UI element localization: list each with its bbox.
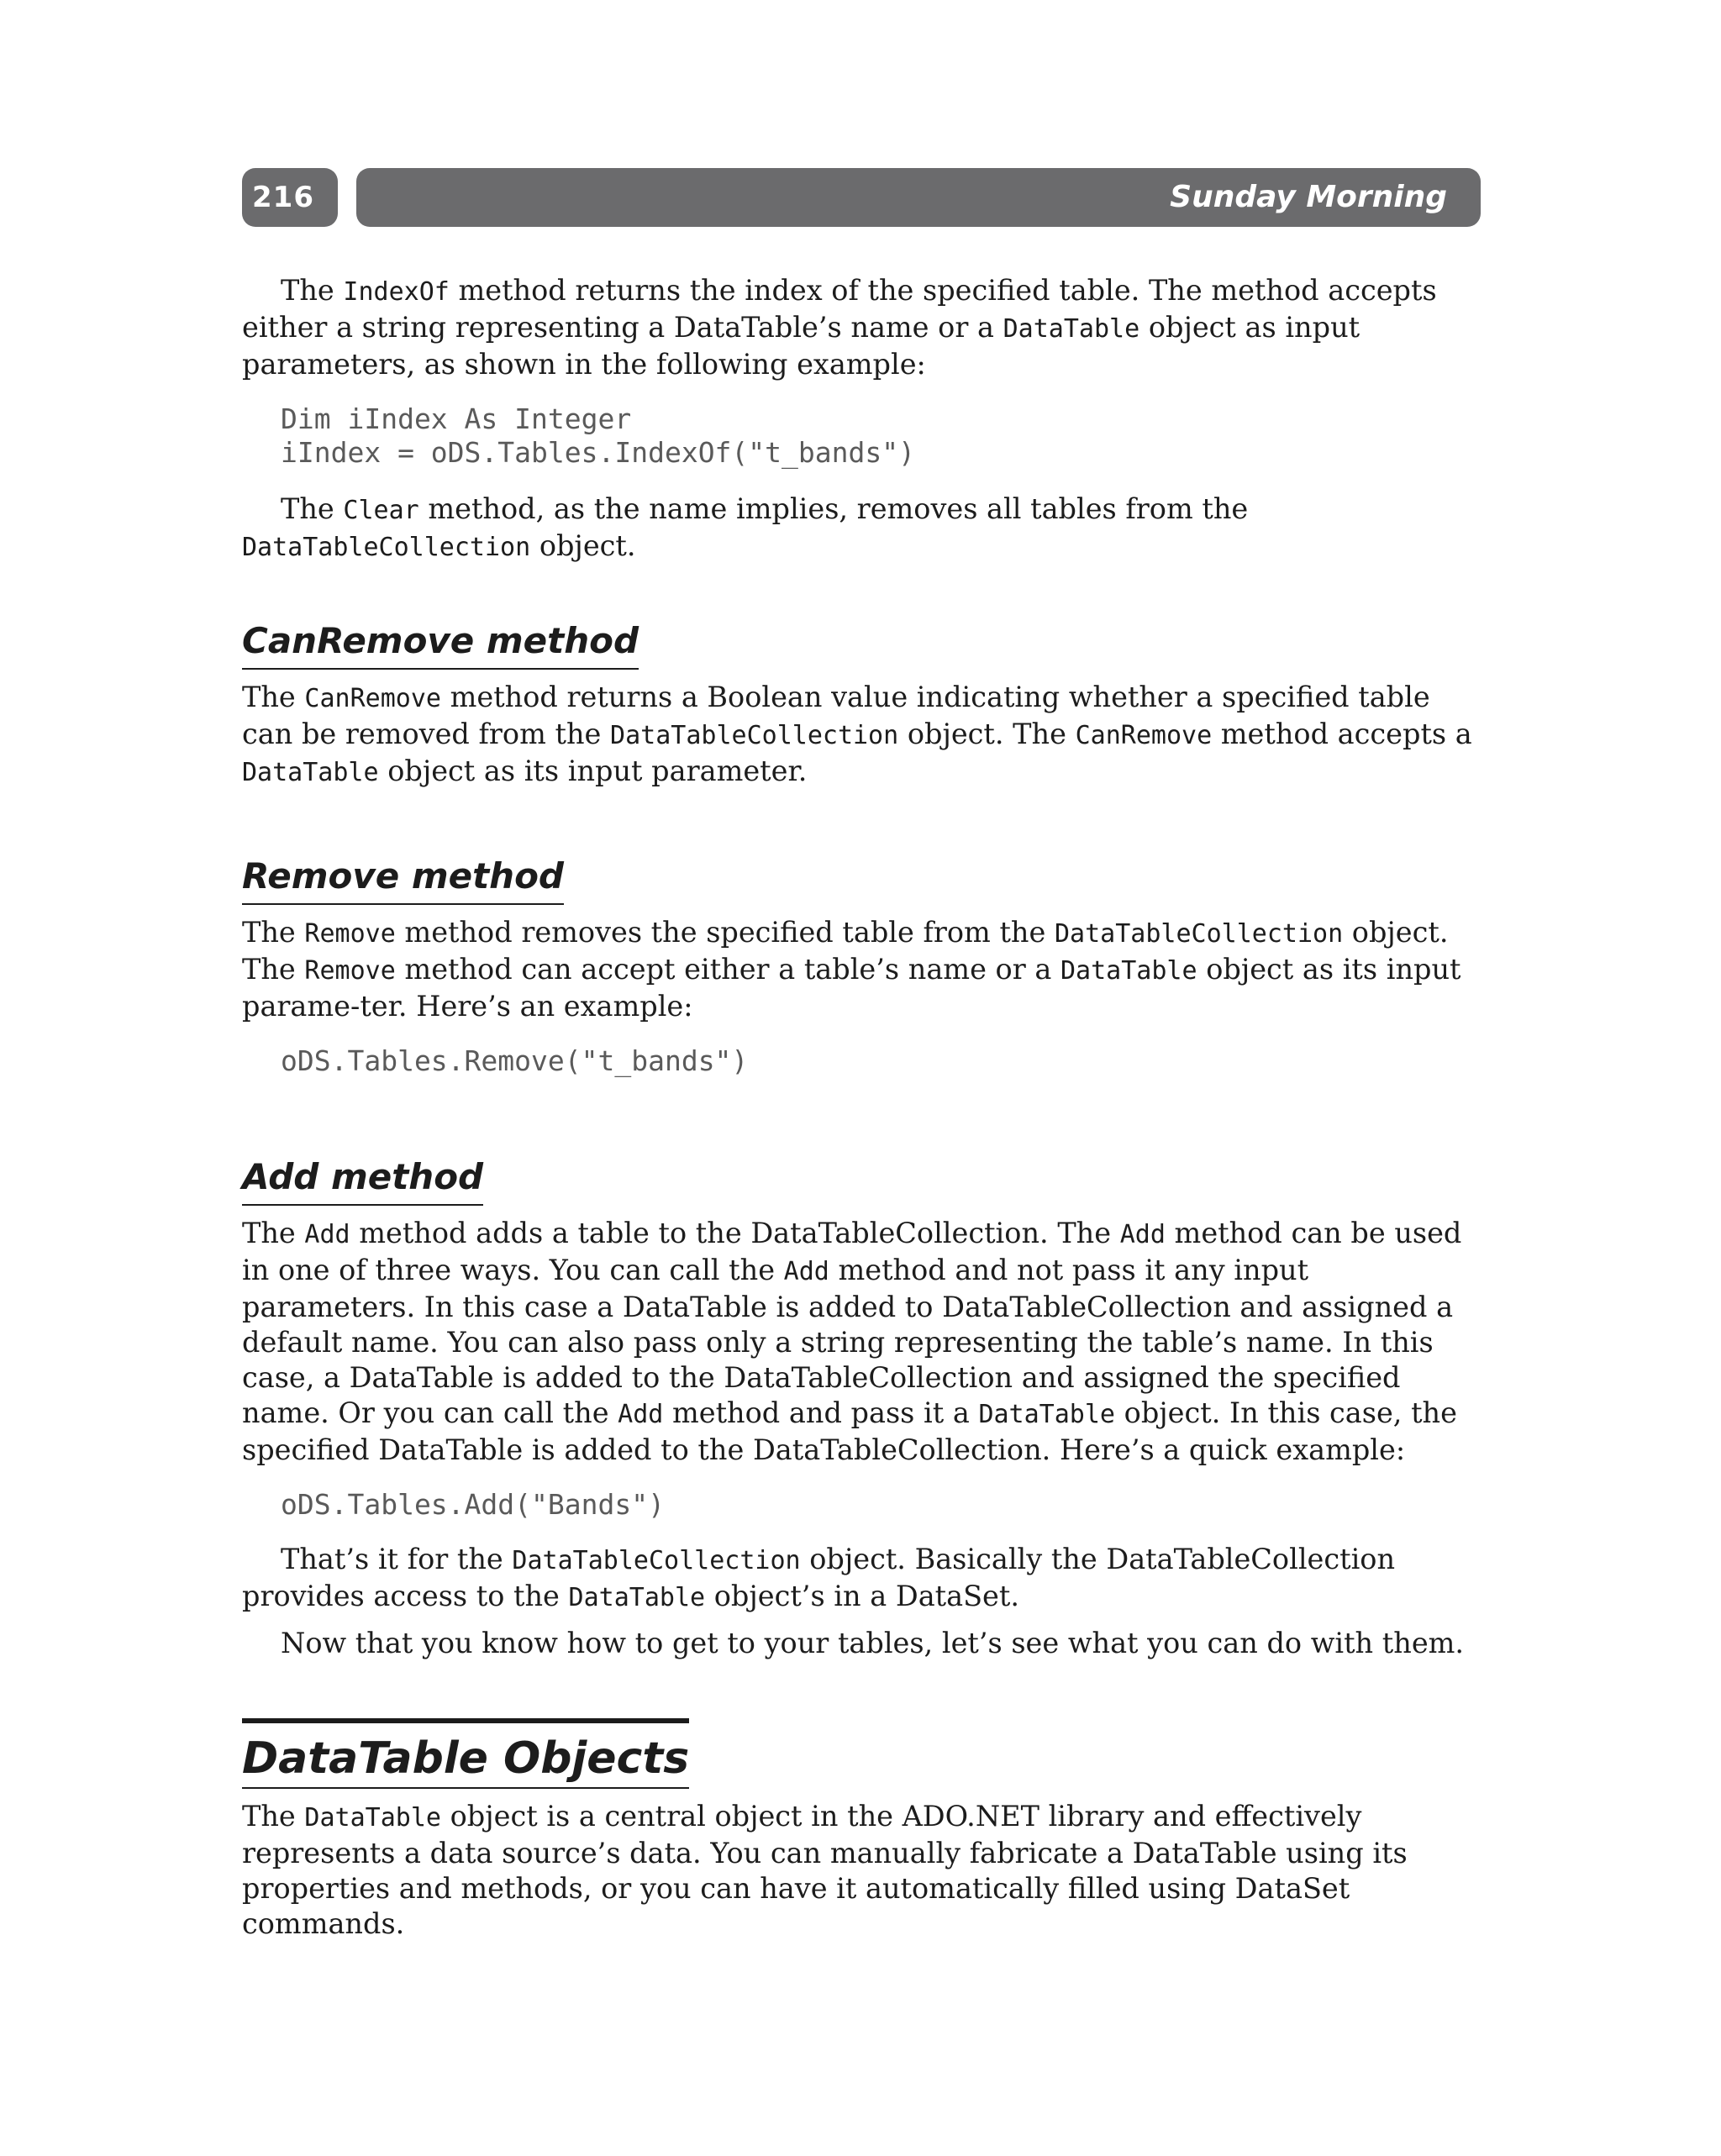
running-head: Sunday Morning — [356, 168, 1481, 227]
heading-datatable-objects: DataTable Objects — [242, 1718, 689, 1789]
code-term: DataTable — [568, 1583, 706, 1612]
heading-add-method: Add method — [242, 1154, 483, 1206]
paragraph-canremove: The CanRemove method returns a Boolean value indicating whether a specified table can be removed from the DataTableCollection object. The CanRemove method accepts a DataTable object as its input parameter. — [242, 681, 1472, 787]
paragraph-datatablecollection-summary: That’s it for the DataTableCollection object. Basically the DataTableCollection provides access to the DataTable object’s in a DataSet. — [242, 1543, 1396, 1612]
paragraph-clear: The Clear method, as the name implies, removes all tables from the DataTableCollection object. — [242, 492, 1249, 562]
code-example-remove: oDS.Tables.Remove("t_bands") — [281, 1044, 749, 1077]
paragraph-remove: The Remove method removes the specified table from the DataTableCollection object. The Remove method can accept either a table’s name or a DataTable object as its input parame-ter. Here’s an example: — [242, 916, 1461, 1023]
code-term: Remove — [304, 919, 396, 949]
code-example-add: oDS.Tables.Add("Bands") — [281, 1488, 665, 1521]
paragraph-add: The Add method adds a table to the DataTableCollection. The Add method can be used in one of three ways. You can call the Add method and not pass it any input parameters. In this case a DataTable is added to DataTableCollection and assigned a default name. You can also pass only a string representing the table’s name. In this case, a DataTable is added to the DataTableCollection and assigned the specified name. Or you can call the Add method and pass it a DataTable object. In this case, the specified DataTable is added to the DataTableCollection. Here’s a quick example: — [242, 1217, 1462, 1466]
code-term: DataTableCollection — [610, 721, 899, 750]
heading-remove-method: Remove method — [242, 853, 564, 905]
paragraph-indexof: The IndexOf method returns the index of the specified table. The method accepts either a string representing a DataTable’s name or a DataTable object as input parameters, as shown in the following example: — [242, 274, 1437, 381]
code-term: CanRemove — [304, 684, 441, 713]
code-term: IndexOf — [343, 277, 450, 307]
code-term: DataTableCollection — [242, 533, 531, 562]
page-number: 216 — [242, 168, 338, 227]
code-term: Clear — [343, 496, 419, 525]
code-term: Add — [618, 1400, 664, 1429]
heading-canremove-method: CanRemove method — [242, 618, 639, 670]
code-term: Add — [783, 1257, 829, 1286]
code-example-indexof: Dim iIndex As Integer iIndex = oDS.Tables.IndexOf("t_bands") — [281, 402, 915, 469]
code-term: Remove — [304, 956, 396, 986]
code-term: Add — [304, 1220, 350, 1249]
code-term: DataTable — [304, 1803, 441, 1833]
paragraph-datatable: The DataTable object is a central object in the ADO.NET library and effectively represents a data source’s data. You can manually fabricate a DataTable using its properties and methods, or you can have it automatically filled using DataSet commands. — [242, 1800, 1408, 1940]
page-header — [242, 168, 1481, 227]
page-content — [242, 273, 1481, 1942]
code-term: DataTableCollection — [512, 1546, 801, 1575]
code-term: DataTable — [978, 1400, 1115, 1429]
code-term: DataTable — [1060, 956, 1197, 986]
code-term: CanRemove — [1075, 721, 1213, 750]
code-term: DataTable — [1003, 314, 1140, 344]
code-term: DataTableCollection — [1054, 919, 1344, 949]
code-term: DataTable — [242, 758, 379, 787]
paragraph-transition: Now that you know how to get to your tables, let’s see what you can do with them. — [281, 1627, 1465, 1659]
code-term: Add — [1119, 1220, 1166, 1249]
